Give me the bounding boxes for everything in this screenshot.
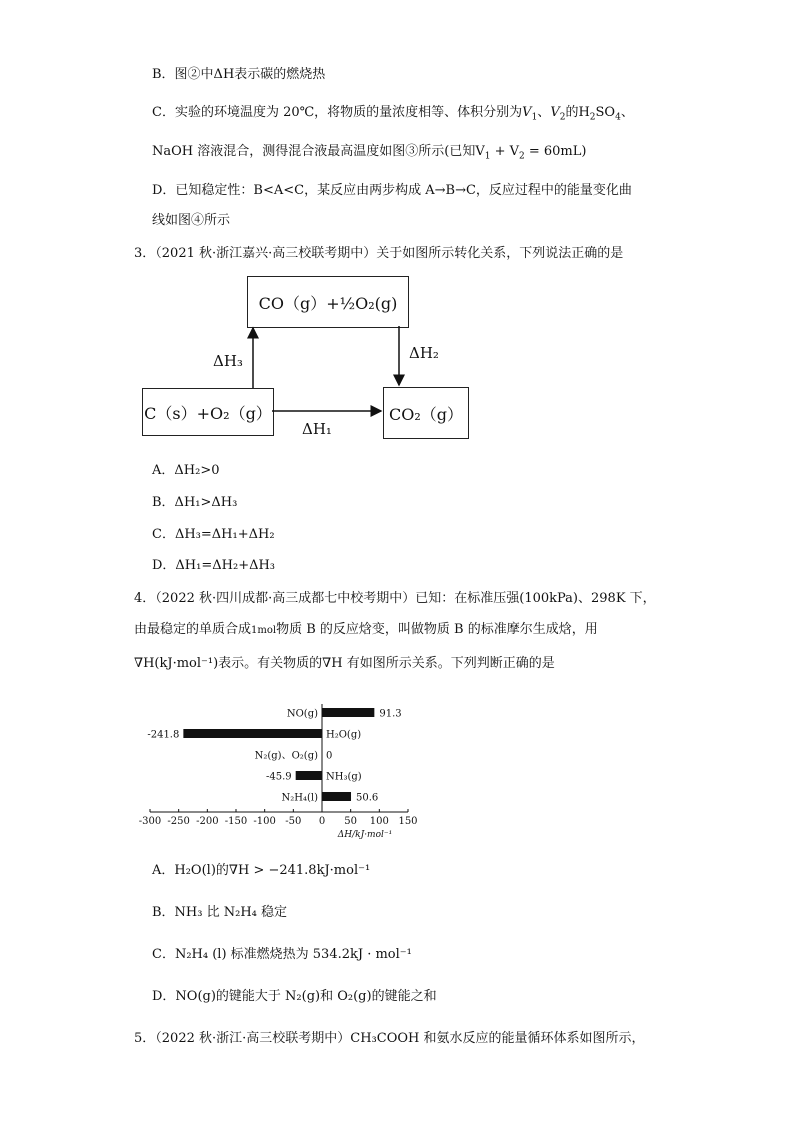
data-label: 91.3	[379, 708, 402, 720]
x-tick-label: -150	[224, 816, 248, 827]
category-label: NH₃(g)	[326, 771, 362, 783]
label-dh1: ΔH₁	[302, 420, 332, 438]
x-tick-label: -100	[253, 816, 276, 827]
q3-option-b: B．ΔH₁>ΔH₃	[152, 495, 238, 510]
q3-option-a: A．ΔH₂>0	[152, 463, 220, 478]
q2-option-c-line1: C．实验的环境温度为 20℃，将物质的量浓度相等、体积分别为$V_1$、$V_2$的$H_2SO_4$、	[152, 105, 634, 123]
bar	[322, 792, 351, 801]
diagram-box-co2: CO₂（g）	[383, 387, 469, 439]
q4-option-a: A．H₂O(l)的∇H > −241.8kJ·mol⁻¹	[152, 863, 371, 878]
q2-option-c-line2: NaOH 溶液混合，测得混合液最高温度如图③所示(已知$V_1 + V_2 = 60mL$)	[152, 144, 587, 162]
x-tick-label: 150	[398, 816, 418, 827]
q4-stem-line2: 由最稳定的单质合成1mol物质 B 的反应焓变，叫做物质 B 的标准摩尔生成焓，用	[134, 622, 598, 637]
data-label: -241.8	[147, 729, 180, 741]
data-label: 0	[326, 750, 333, 762]
bar	[322, 708, 374, 717]
label-dh3: ΔH₃	[213, 352, 243, 370]
bar	[296, 771, 322, 780]
label-dh2: ΔH₂	[409, 344, 439, 362]
q4-option-b: B．NH₃ 比 N₂H₄ 稳定	[152, 905, 288, 920]
q4-stem-line1: 4．（2022 秋·四川成都·高三成都七中校考期中）已知：在标准压强(100kPa)、298K 下，	[134, 591, 656, 606]
x-tick-label: -250	[167, 816, 190, 827]
q2-option-b: B．图②中ΔH表示碳的燃烧热	[152, 67, 326, 82]
q5-stem: 5．（2022 秋·浙江·高三校联考期中）CH₃COOH 和氨水反应的能量循环体系如图所示，	[134, 1031, 645, 1046]
x-axis-title: ΔH/kJ·mol⁻¹	[337, 830, 393, 840]
q3-option-d: D．ΔH₁=ΔH₂+ΔH₃	[152, 558, 276, 573]
category-label: N₂H₄(l)	[281, 792, 318, 804]
category-label: H₂O(g)	[326, 729, 362, 741]
q3-stem: 3．（2021 秋·浙江嘉兴·高三校联考期中）关于如图所示转化关系，下列说法正确的是	[134, 246, 624, 261]
category-label: N₂(g)、O₂(g)	[254, 750, 318, 762]
q4-option-d: D．NO(g)的键能大于 N₂(g)和 O₂(g)的键能之和	[152, 989, 437, 1004]
diagram-arrows	[0, 0, 794, 460]
enthalpy-bar-chart	[130, 700, 420, 845]
q4-stem-line3: ∇H(kJ·mol⁻¹)表示。有关物质的∇H 有如图所示关系。下列判断正确的是	[134, 656, 555, 671]
q4-option-c: C．N₂H₄ (l) 标准燃烧热为 534.2kJ · mol⁻¹	[152, 947, 412, 962]
q3-option-c: C．ΔH₃=ΔH₁+ΔH₂	[152, 527, 275, 542]
x-tick-label: -200	[196, 816, 219, 827]
data-label: -45.9	[266, 771, 292, 783]
x-tick-label: 50	[344, 816, 358, 827]
x-tick-label: 100	[369, 816, 389, 827]
q2-option-d-line1: D．已知稳定性：B<A<C，某反应由两步构成 A→B→C，反应过程中的能量变化曲	[152, 183, 632, 198]
x-tick-label: 0	[318, 816, 326, 827]
data-label: 50.6	[356, 792, 379, 804]
diagram-box-co-o2: CO（g）+½O₂(g)	[247, 276, 409, 328]
diagram-box-c-o2: C（s）+O₂（g）	[142, 388, 274, 436]
q2-option-d-line2: 线如图④所示	[152, 213, 231, 228]
x-tick-label: -50	[285, 816, 302, 827]
category-label: NO(g)	[286, 708, 318, 720]
bar	[183, 729, 322, 738]
x-tick-label: -300	[138, 816, 162, 827]
